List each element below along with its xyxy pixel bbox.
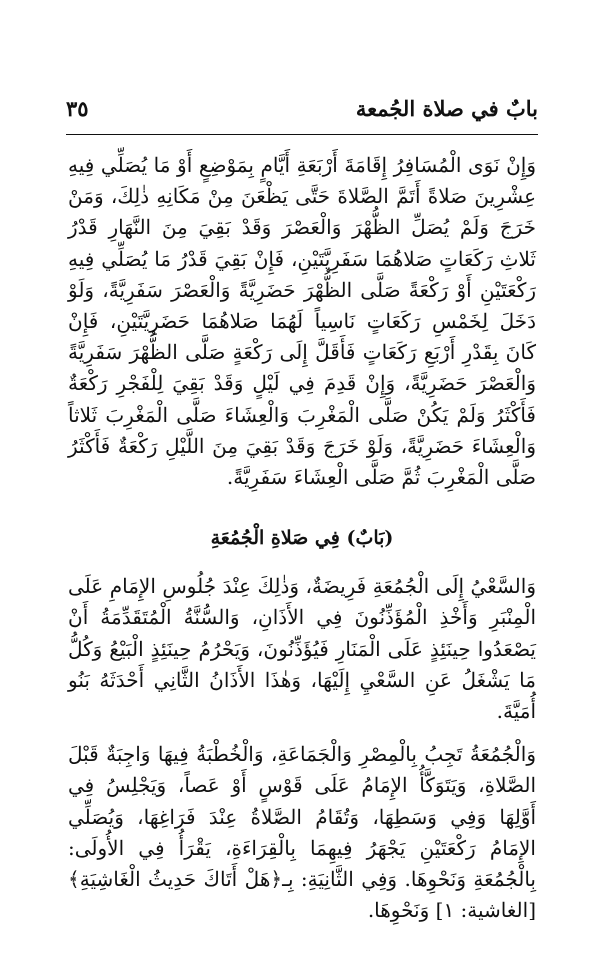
section-heading: (بَابٌ) فِي صَلاةِ الْجُمُعَةِ xyxy=(210,527,394,550)
page-header xyxy=(66,94,538,135)
body-text xyxy=(68,150,536,926)
page-number: ٣٥ xyxy=(66,96,89,121)
paragraph-friday-khutbah: وَالْجُمُعَةُ تَجِبُ بِالْمِصْرِ وَالْجَمَاعَةِ، وَالْخُطْبَةُ فِيهَا وَاجِبَةٌ قَبْلَ الصَّلاةِ، وَيَتَوَكَّأُ الإِمَامُ عَلَى قَوْسٍ أَوْ عَصاً، وَيَجْلِسُ فِي أَوَّلِهَا وَفِي وَسَطِهَا، وَتُقَامُ الصَّلاةُ عِنْدَ فَرَاغِهَا، وَيُصَلِّي الإِمَامُ رَكْعَتَيْنِ يَجْهَرُ فِيهِمَا بِالْقِرَاءَةِ، يَقْرَأُ فِي الأُولَى: بِالْجُمُعَةِ وَنَحْوِهَا. وَفِي الثَّانِيَةِ: بِـ﴿هَلْ أَتَاكَ حَدِيثُ الْغَاشِيَةِ﴾ [الغاشية: ١] وَنَحْوِهَا. xyxy=(68,742,536,923)
paragraph-gap xyxy=(68,727,536,739)
paragraph-friday-sai: وَالسَّعْيُ إِلَى الْجُمُعَةِ فَرِيضَةٌ، وَذٰلِكَ عِنْدَ جُلُوسِ الإِمَامِ عَلَى الْمِنْبَرِ وَأَخْذِ الْمُؤَذِّنُونَ فِي الأَذَانِ، وَالسُّنَّةُ الْمُتَقَدِّمَةُ أَنْ يَصْعَدُوا حِينَئِذٍ عَلَى الْمَنَارِ فَيُؤَذِّنُونَ، وَيَحْرُمُ حِينَئِذٍ الْبَيْعُ وَكُلُّ مَا يَشْغَلُ عَنِ السَّعْيِ إِلَيْهَا، وَهٰذَا الأَذَانُ الثَّانِي أَحْدَثَهُ بَنُو أُمَيَّةَ. xyxy=(68,574,536,724)
paragraph-traveler-prayer: وَإِنْ نَوَى الْمُسَافِرُ إِقَامَةَ أَرْبَعَةِ أَيَّامٍ بِمَوْضِعٍ أَوْ مَا يُصَلِّي فِيهِ عِشْرِينَ صَلاةً أَتَمَّ الصَّلاةَ حَتَّى يَظْعَنَ مِنْ مَكَانِهِ ذٰلِكَ، وَمَنْ خَرَجَ وَلَمْ يُصَلِّ الظُّهْرَ وَالْعَصْرَ وَقَدْ بَقِيَ مِنَ النَّهَارِ قَدْرُ ثَلاثِ رَكَعَاتٍ صَلاهُمَا سَفَرِيَّتَيْنِ، فَإِنْ بَقِيَ قَدْرُ مَا يُصَلِّي فِيهِ رَكْعَتَيْنِ أَوْ رَكْعَةً صَلَّى الظُّهْرَ حَضَرِيَّةً وَالْعَصْرَ سَفَرِيَّةً، وَلَوْ دَخَلَ لِخَمْسِ رَكَعَاتٍ نَاسِياً لَهُمَا صَلاهُمَا حَضَرِيَّتَيْنِ، فَإِنْ كَانَ بِقَدْرِ أَرْبَعِ رَكَعَاتٍ فَأَقَلَّ إِلَى رَكْعَةٍ صَلَّى الظُّهْرَ سَفَرِيَّةً وَالْعَصْرَ حَضَرِيَّةً، وَإِنْ قَدِمَ فِي لَيْلٍ وَقَدْ بَقِيَ لِلْفَجْرِ رَكْعَةٌ فَأَكْثَرُ وَلَمْ يَكُنْ صَلَّى الْمَغْرِبَ وَالْعِشَاءَ صَلَّى الْمَغْرِبَ ثَلاثاً وَالْعِشَاءَ حَضَرِيَّةً، وَلَوْ خَرَجَ وَقَدْ بَقِيَ مِنَ اللَّيْلِ رَكْعَةٌ فَأَكْثَرُ صَلَّى الْمَغْرِبَ ثُمَّ صَلَّى الْعِشَاءَ سَفَرِيَّةً. xyxy=(68,153,536,490)
running-head: بابٌ في صلاة الجُمعة xyxy=(355,96,538,121)
